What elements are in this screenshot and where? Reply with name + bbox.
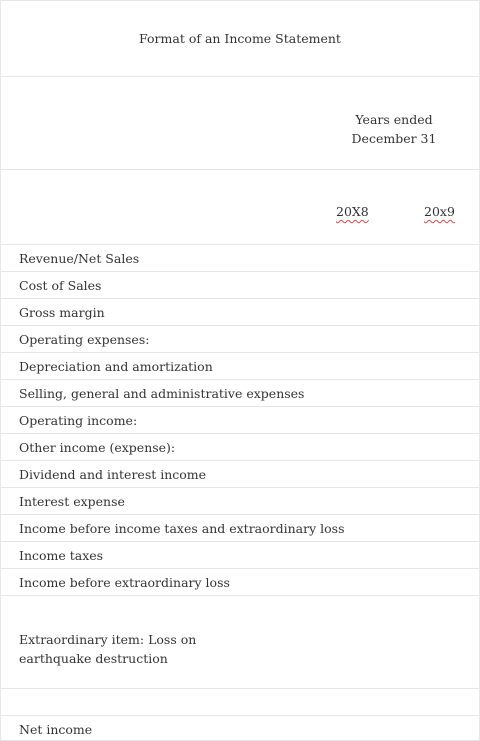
row-label: Income before income taxes and extraordinary loss <box>19 521 345 536</box>
column-header-20x9: 20x9 <box>424 204 455 219</box>
row-label: Income taxes <box>19 548 104 563</box>
row-label: Revenue/Net Sales <box>19 251 140 266</box>
table-row <box>1 488 479 515</box>
row-label: Extraordinary item: Loss on earthquake destruction <box>19 632 197 666</box>
table-row <box>1 272 479 299</box>
row-label: Interest expense <box>19 494 125 509</box>
table-row <box>1 461 479 488</box>
column-header-20x8: 20X8 <box>336 204 369 219</box>
table-row <box>1 353 479 380</box>
row-label: Net income <box>19 722 93 737</box>
table-row <box>1 515 479 542</box>
table-row <box>1 245 479 272</box>
row-label: Gross margin <box>19 305 105 320</box>
row-label: Operating expenses: <box>19 332 150 347</box>
period-header: Years ended December 31 <box>351 112 437 146</box>
table-row <box>1 299 479 326</box>
row-label: Income before extraordinary loss <box>19 575 230 590</box>
row-label: Dividend and interest income <box>19 467 207 482</box>
table-row <box>1 569 479 596</box>
table-title: Format of an Income Statement <box>139 31 341 46</box>
table-row <box>1 689 479 716</box>
table-row <box>1 542 479 569</box>
table-row <box>1 716 479 740</box>
column-header-row <box>1 170 479 245</box>
period-header-row <box>1 77 479 170</box>
row-label: Operating income: <box>19 413 138 428</box>
row-label: Selling, general and administrative expenses <box>19 386 305 401</box>
table-row <box>1 326 479 353</box>
table-row <box>1 434 479 461</box>
table-title-row <box>1 1 479 77</box>
row-label: Depreciation and amortization <box>19 359 213 374</box>
table-row <box>1 596 479 689</box>
row-label: Other income (expense): <box>19 440 176 455</box>
table-row <box>1 407 479 434</box>
row-label: Cost of Sales <box>19 278 102 293</box>
table-row <box>1 380 479 407</box>
